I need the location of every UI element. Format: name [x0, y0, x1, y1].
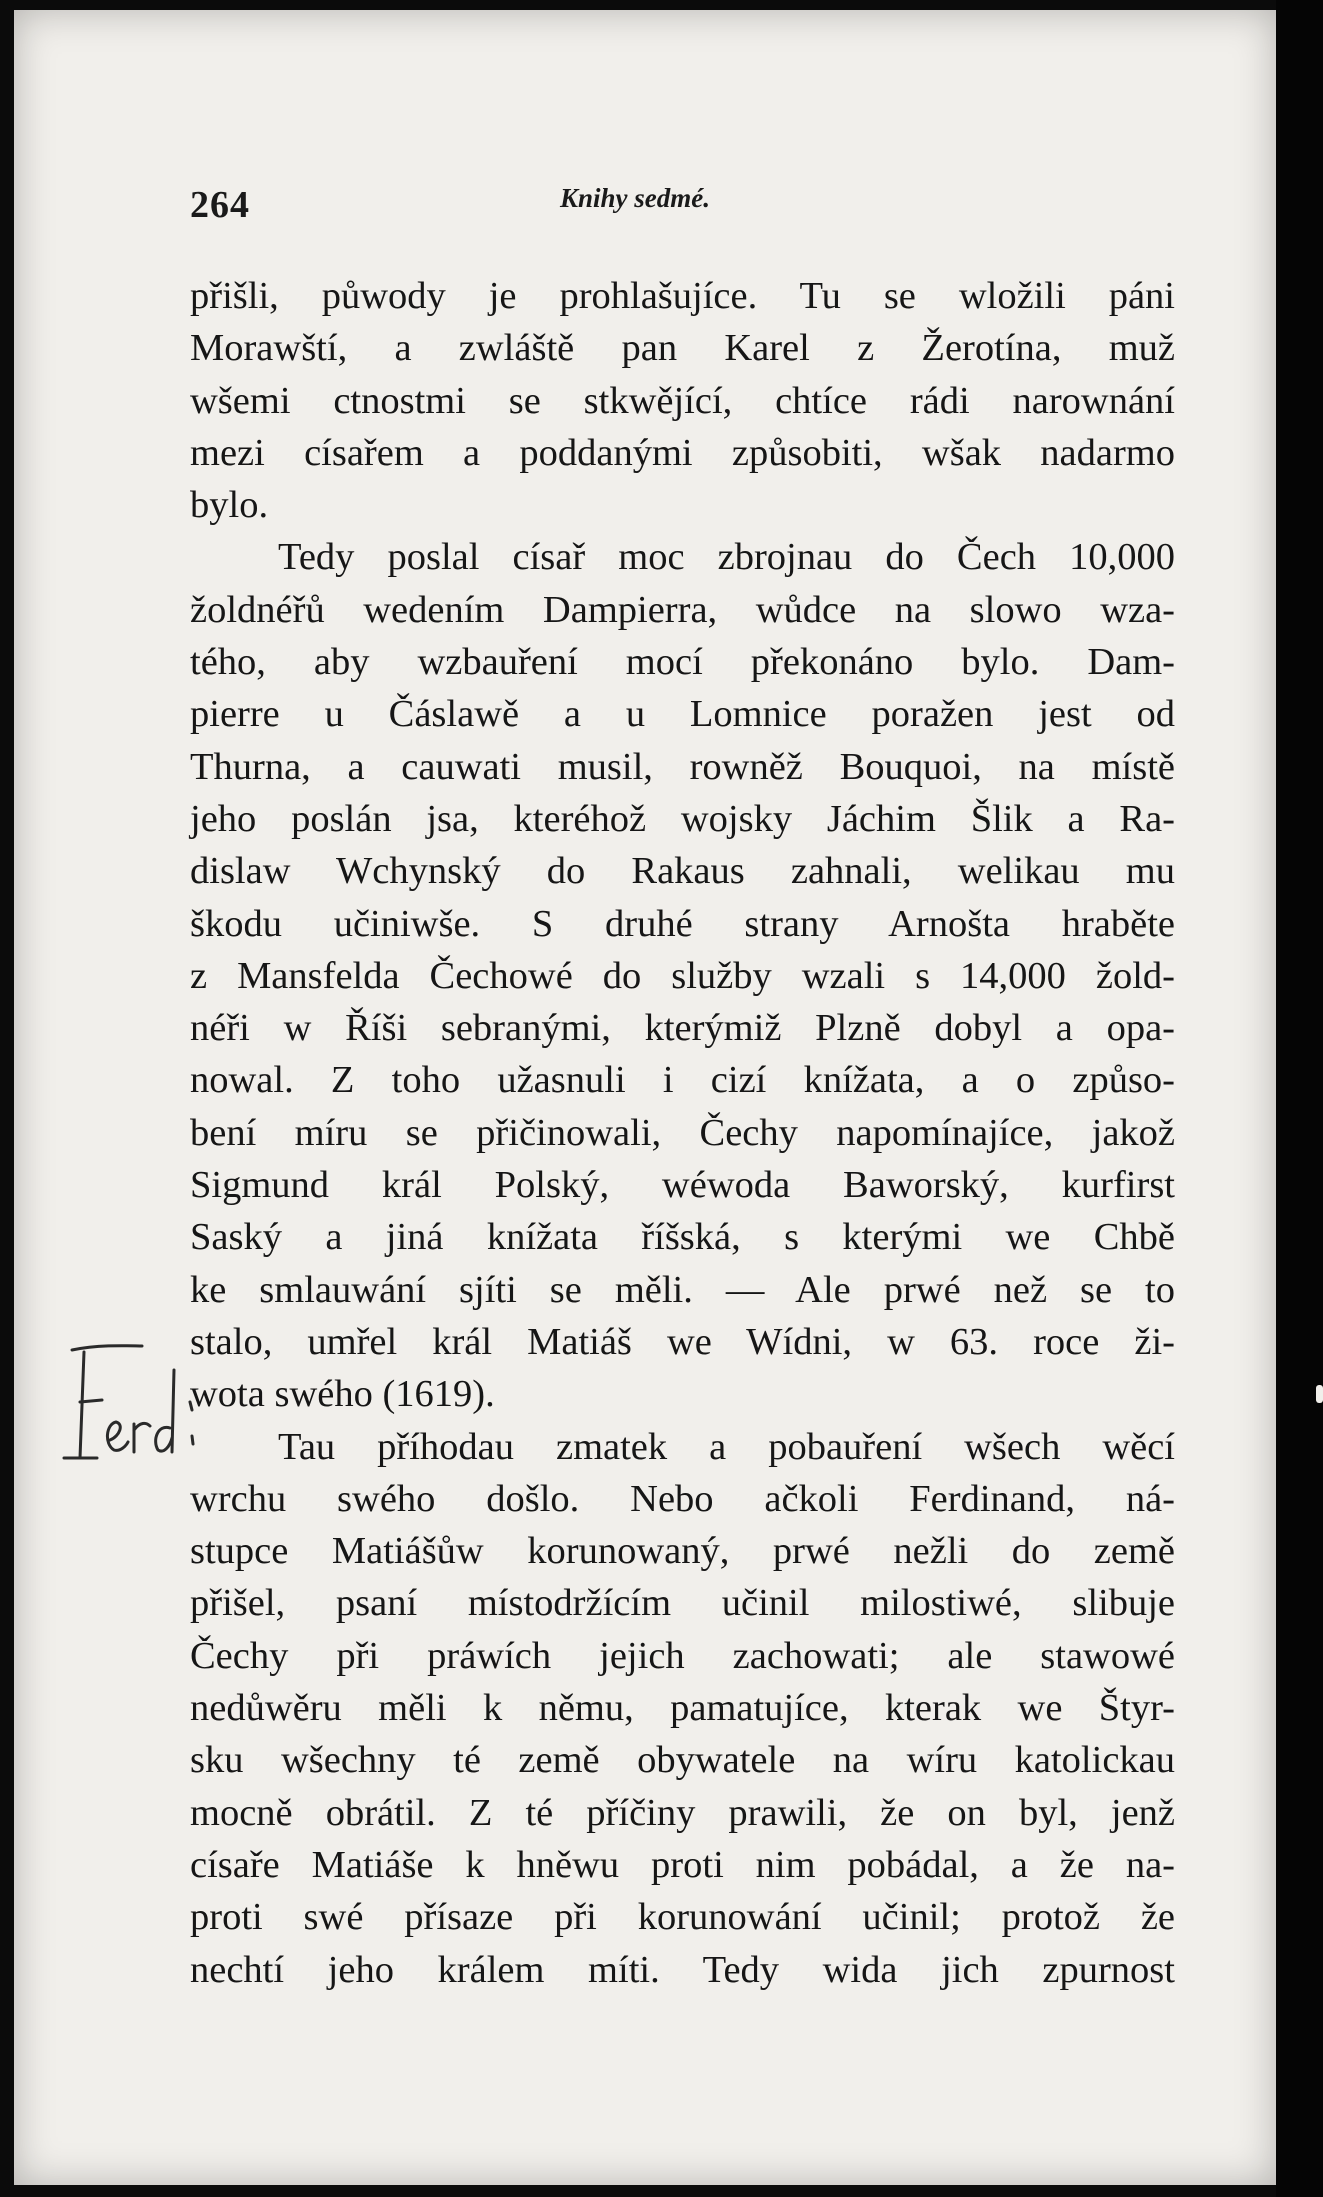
text-line: škodu učiniwše. S druhé strany Arnošta hraběte — [190, 902, 1175, 945]
text-line: Morawští, a zwláště pan Karel z Žerotína, muž — [190, 327, 1175, 370]
text-line: tého, aby wzbauření mocí překonáno bylo. Dam- — [190, 641, 1175, 684]
text-line: Saský a jiná knížata říšská, s kterými we Chbě — [190, 1216, 1175, 1259]
text-line: stupce Matiášůw korunowaný, prwé nežli do země — [190, 1530, 1175, 1573]
edge-mark — [1316, 1385, 1323, 1403]
handwritten-marginal-note — [42, 1340, 212, 1470]
text-line: dislaw Wchynský do Rakaus zahnali, welikau mu — [190, 850, 1175, 893]
text-line: sku wšechny té země obywatele na wíru katolickau — [190, 1739, 1175, 1782]
text-line: Čechy při práwích jejich zachowati; ale stawowé — [190, 1634, 1175, 1677]
text-line: nedůwěru měli k němu, pamatujíce, kterak we Štyr- — [190, 1687, 1175, 1730]
text-line: nowal. Z toho užasnuli i cizí knížata, a o způso- — [190, 1059, 1175, 1102]
text-line: nechtí jeho králem míti. Tedy wida jich zpurnost — [190, 1948, 1175, 1991]
text-line: pierre u Čáslawě a u Lomnice poražen jest od — [190, 693, 1175, 736]
running-title: Knihy sedmé. — [560, 183, 711, 213]
text-line: wrchu swého došlo. Nebo ačkoli Ferdinand, ná- — [190, 1477, 1175, 1520]
text-line: Thurna, a cauwati musil, rowněž Bouquoi, na místě — [190, 745, 1175, 788]
text-line: mezi císařem a poddanými způsobiti, wšak nadarmo — [190, 431, 1175, 474]
paragraph-start-line: Tedy poslal císař moc zbrojnau do Čech 10,000 — [278, 536, 1175, 579]
text-line: bylo. — [190, 484, 269, 527]
text-line: stalo, umřel král Matiáš we Wídni, w 63. roce ži- — [190, 1320, 1175, 1363]
text-line: proti swé přísaze při korunowání učinil; protož že — [190, 1896, 1175, 1939]
text-line: mocně obrátil. Z té příčiny prawili, že on byl, jenž — [190, 1791, 1175, 1834]
text-line: bení míru se přičinowali, Čechy napomínajíce, jakož — [190, 1111, 1175, 1154]
page-number: 264 — [190, 184, 250, 226]
text-line: z Mansfelda Čechowé do služby wzali s 14,000 žold- — [190, 954, 1175, 997]
text-line: jeho poslán jsa, kteréhož wojsky Jáchim Šlik a Ra- — [190, 797, 1175, 840]
running-head — [190, 183, 1190, 233]
text-line: přišli, půwody je prohlašujíce. Tu se wložili páni — [190, 275, 1175, 317]
text-line: wota swého (1619). — [190, 1373, 495, 1416]
paragraph-start-line: Tau příhodau zmatek a pobauření wšech wěcí — [278, 1425, 1175, 1468]
page-edge-shadow — [1276, 0, 1323, 2197]
text-line: přišel, psaní místodržícím učinil milostiwé, slibuje — [190, 1582, 1175, 1625]
text-line: Sigmund král Polský, wéwoda Baworský, kurfirst — [190, 1164, 1175, 1207]
text-line: císaře Matiáše k hněwu proti nim pobádal, a že na- — [190, 1843, 1175, 1886]
text-line: néři w Říši sebranými, kterýmiž Plzně dobyl a opa- — [190, 1007, 1175, 1050]
handwriting-ferd-icon — [42, 1340, 212, 1470]
text-line: žoldnéřů wedením Dampierra, wůdce na slowo wza- — [190, 588, 1175, 631]
text-line: wšemi ctnostmi se stkwějící, chtíce rádi narownání — [190, 379, 1175, 422]
body-text — [190, 270, 1175, 1996]
text-line: ke smlauwání sjíti se měli. — Ale prwé než se to — [190, 1268, 1175, 1311]
